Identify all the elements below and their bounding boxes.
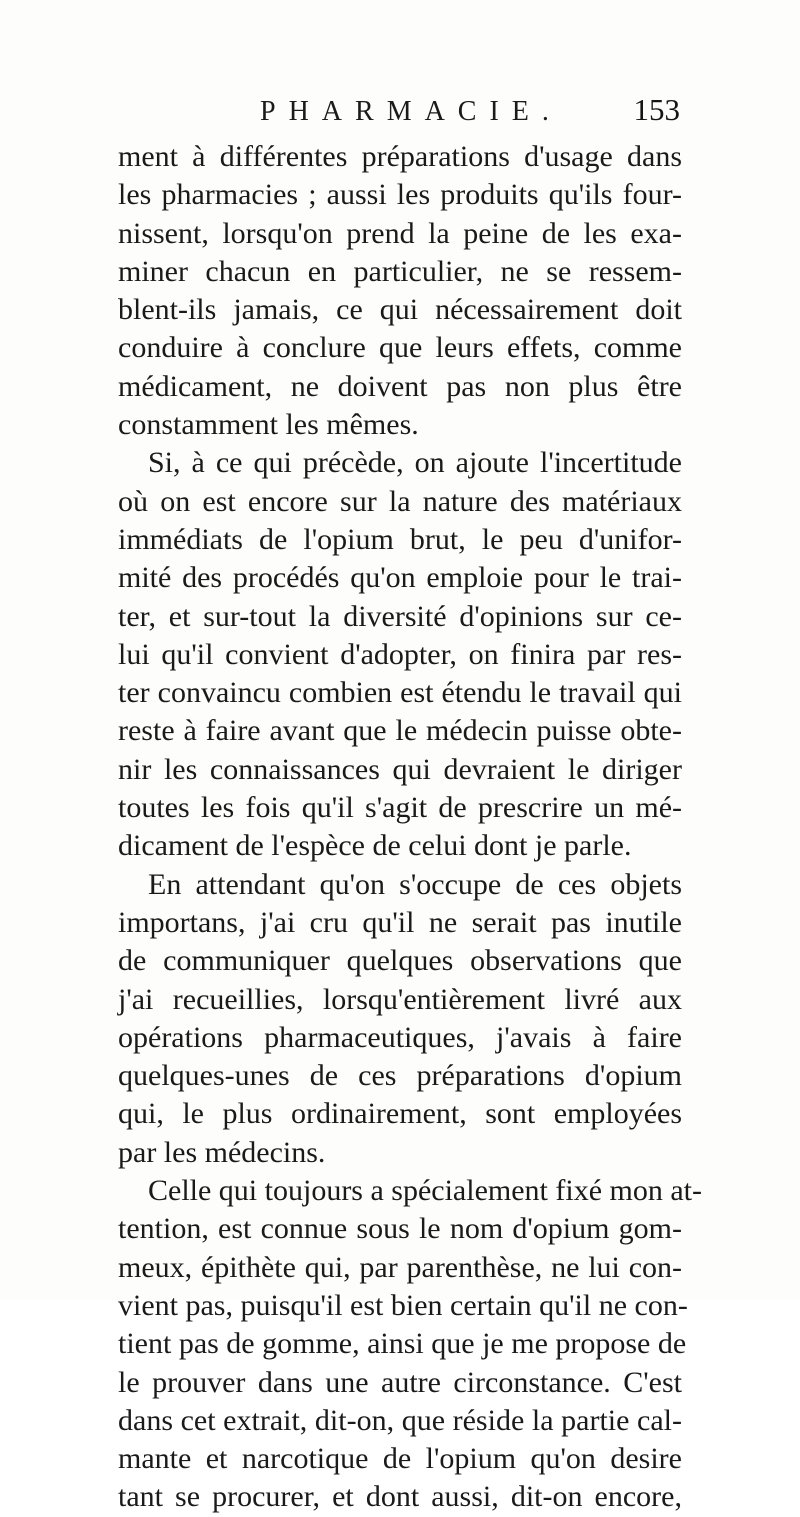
text-line: meux, épithète qui, par parenthèse, ne lui con-	[118, 1250, 682, 1284]
text-line: mante et narcotique de l'opium qu'on desire	[118, 1442, 682, 1476]
text-line: importans, j'ai cru qu'il ne serait pas inutile	[118, 905, 682, 939]
text-line: ter, et sur-tout la diversité d'opinions sur ce-	[118, 599, 682, 633]
text-line: ment à différentes préparations d'usage dans	[118, 140, 682, 173]
text-line: tient pas de gomme, ainsi que je me propose de	[118, 1327, 687, 1361]
text-line: les pharmacies ; aussi les produits qu'ils four-	[118, 178, 682, 212]
text-line: immédiats de l'opium brut, le peu d'unifor-	[118, 522, 682, 556]
page-header	[120, 92, 680, 136]
text-line: constamment les mêmes.	[118, 408, 419, 442]
text-line: miner chacun en particulier, ne se ressem-	[118, 254, 682, 288]
text-line: médicament, ne doivent pas non plus être	[118, 369, 682, 403]
text-line: opérations pharmaceutiques, j'avais à faire	[118, 1020, 682, 1054]
text-line: où on est encore sur la nature des matériaux	[118, 484, 682, 518]
body-text	[118, 138, 703, 1517]
text-line: En attendant qu'on s'occupe de ces objets	[148, 867, 682, 901]
text-line: nissent, lorsqu'on prend la peine de les exa-	[118, 216, 682, 250]
text-line: vient pas, puisqu'il est bien certain qu'il ne con-	[118, 1288, 688, 1322]
text-line: toutes les fois qu'il s'agit de prescrire un mé-	[118, 791, 682, 825]
text-line: mité des procédés qu'on emploie pour le trai-	[118, 561, 682, 595]
text-line: nir les connaissances qui devraient le diriger	[118, 752, 682, 786]
text-line: le prouver dans une autre circonstance. C'est	[118, 1365, 682, 1399]
text-line: conduire à conclure que leurs effets, comme	[118, 331, 682, 365]
page-number: 153	[633, 92, 680, 127]
text-line: reste à faire avant que le médecin puisse obte-	[118, 714, 682, 748]
text-line: tant se procurer, et dont aussi, dit-on encore,	[118, 1480, 682, 1514]
text-line: Celle qui toujours a spécialement fixé mon at-	[148, 1174, 703, 1208]
text-line: par les médecins.	[118, 1135, 326, 1169]
text-line: j'ai recueillies, lorsqu'entièrement livré aux	[118, 982, 682, 1016]
text-line: de communiquer quelques observations que	[118, 944, 682, 978]
text-line: dicament de l'espèce de celui dont je parle.	[118, 829, 632, 863]
text-line: tention, est connue sous le nom d'opium gom-	[118, 1212, 682, 1246]
text-line: Si, à ce qui précède, on ajoute l'incertitude	[148, 446, 682, 480]
running-title: PHARMACIE.	[260, 96, 562, 127]
text-line: ter convaincu combien est étendu le travail qui	[118, 676, 682, 710]
text-line: lui qu'il convient d'adopter, on finira par res-	[118, 637, 682, 671]
text-line: blent-ils jamais, ce qui nécessairement doit	[118, 293, 682, 327]
text-line: dans cet extrait, dit-on, que réside la partie cal-	[118, 1403, 682, 1437]
text-line: quelques-unes de ces préparations d'opium	[118, 1059, 682, 1093]
text-line: qui, le plus ordinairement, sont employées	[118, 1097, 682, 1131]
